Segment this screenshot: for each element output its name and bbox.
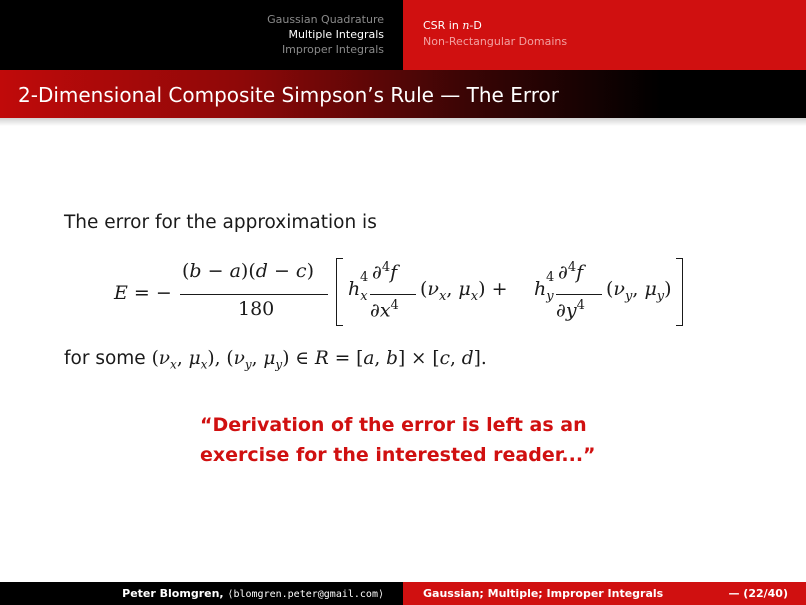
author-email[interactable]: ⟨blomgren.peter@gmail.com⟩ bbox=[227, 589, 384, 600]
equation-lhs: E = − bbox=[114, 282, 172, 304]
quote-line-1: “Derivation of the error is left as an bbox=[200, 414, 587, 436]
nav-subsection-non-rectangular[interactable]: Non-Rectangular Domains bbox=[423, 35, 568, 48]
left-bracket bbox=[336, 258, 343, 326]
fraction-bar bbox=[180, 294, 328, 295]
condition-text: for some ($\nu_x$, $\mu_x$), ($\nu_y$, $\mu_y$) ∈ R = [a, b] × [c, d]. bbox=[64, 348, 487, 372]
intro-text: The error for the approximation is bbox=[64, 212, 377, 233]
right-bracket bbox=[676, 258, 683, 326]
slide-title: 2-Dimensional Composite Simpson’s Rule — The Error bbox=[18, 83, 559, 107]
partial-fraction-bar-y bbox=[556, 294, 602, 295]
hy4-term: $h_y$ bbox=[534, 278, 554, 304]
header-bar bbox=[0, 0, 806, 70]
nav-subsection-csr-nd[interactable]: CSR in n-D bbox=[423, 19, 482, 32]
nav-section-improper-integrals[interactable]: Improper Integrals bbox=[281, 43, 384, 56]
footer-bar bbox=[0, 582, 806, 605]
partial-y-denominator: $\partial y^4$ bbox=[556, 298, 585, 322]
equation-numerator: (b − a)(d − c) bbox=[182, 260, 314, 282]
section-nav bbox=[0, 0, 403, 70]
author-name: Peter Blomgren, bbox=[122, 587, 224, 600]
partial-x-denominator: $\partial x^4$ bbox=[370, 298, 399, 322]
partial-fy-numerator: ∂$^4$f bbox=[558, 260, 584, 284]
footer-right bbox=[403, 582, 806, 605]
error-equation: E = − (b − a)(d − c) 180 $h_x$ 4 ∂$^4$f $\partial x^4$ ($\nu_x$, $\mu_x$) + $h_y$ 4 ∂$^4$f $\partial y^4$ ($\nu_y$, $\mu_y$) bbox=[114, 258, 714, 330]
equation-denominator: 180 bbox=[238, 298, 275, 320]
page-number: — (22/40) bbox=[728, 587, 788, 600]
partial-fraction-bar-x bbox=[370, 294, 416, 295]
subsection-nav bbox=[403, 0, 806, 70]
footer-course: Gaussian; Multiple; Improper Integrals bbox=[423, 587, 664, 600]
title-shadow bbox=[0, 118, 806, 126]
nav-section-multiple-integrals[interactable]: Multiple Integrals bbox=[288, 28, 384, 41]
nav-section-gaussian-quadrature[interactable]: Gaussian Quadrature bbox=[267, 13, 384, 26]
nu-mu-x: ($\nu_x$, $\mu_x$) + bbox=[420, 278, 508, 304]
hx4-term: $h_x$ bbox=[348, 278, 368, 304]
title-bar bbox=[0, 70, 806, 118]
quote-block bbox=[200, 410, 640, 470]
nu-mu-y: ($\nu_y$, $\mu_y$) bbox=[606, 278, 672, 304]
partial-fx-numerator: ∂$^4$f bbox=[372, 260, 398, 284]
quote-line-2: exercise for the interested reader...” bbox=[200, 444, 596, 466]
footer-author bbox=[122, 587, 384, 600]
footer-left bbox=[0, 582, 403, 605]
